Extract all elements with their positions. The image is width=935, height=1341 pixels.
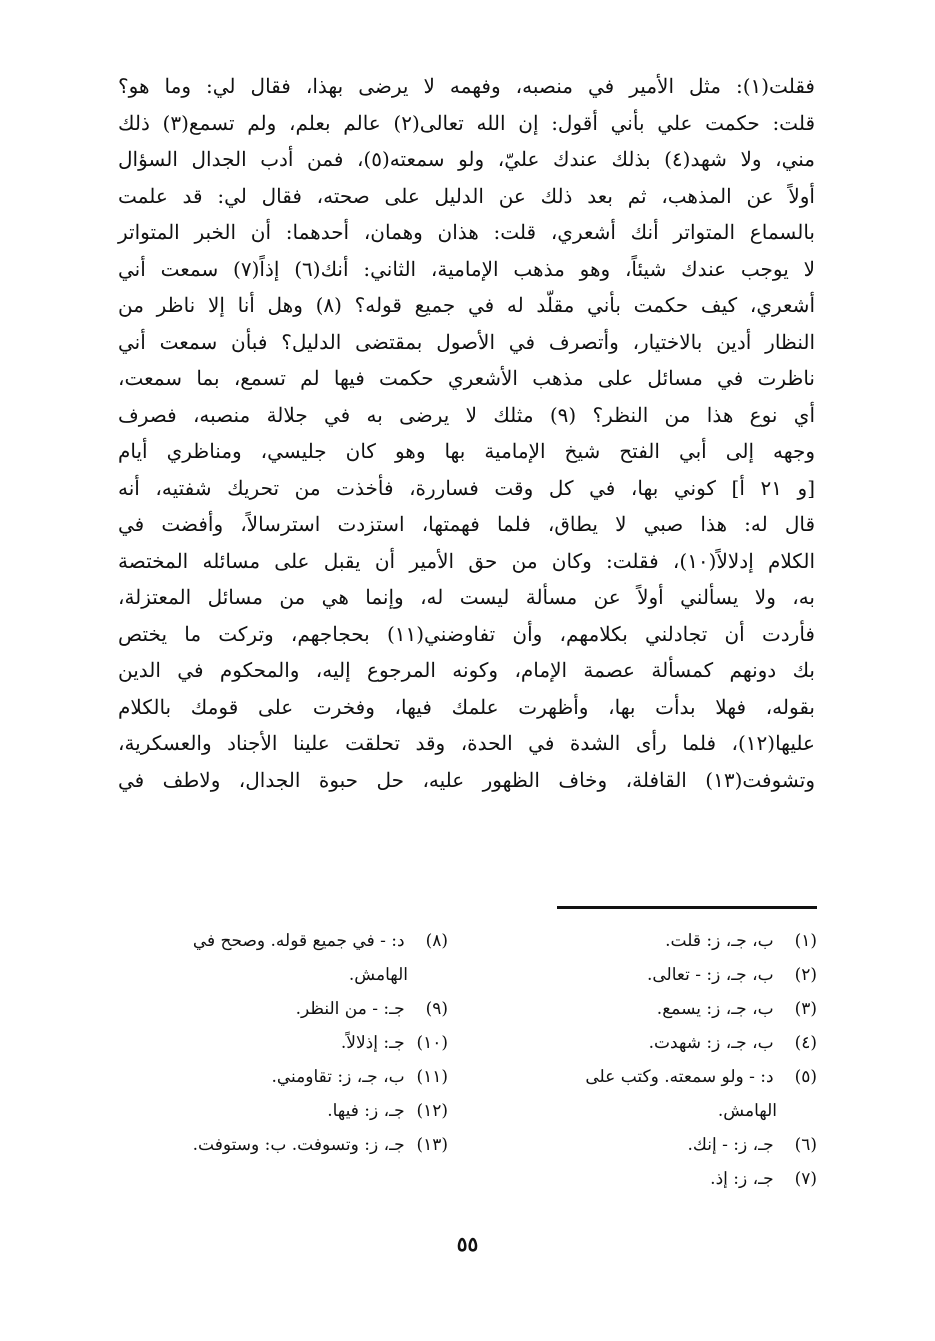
footnote-number: (٢) <box>794 965 817 985</box>
footnote-number: (٨) <box>425 931 448 951</box>
footnote-number: (٥) <box>794 1067 817 1087</box>
text-line: بك دونهم كمسألة عصمة الإمام، وكونه المرجوع إليه، والمحكوم في الدين <box>118 658 815 682</box>
footnote-number: (١٢) <box>416 1101 448 1121</box>
footnote <box>480 958 817 992</box>
footnote <box>118 924 448 958</box>
footnote-number: (١٣) <box>416 1135 448 1155</box>
footnote-text: ب، جـ، ز: تقاومني. <box>271 1067 405 1087</box>
footnote-text: ب، جـ، ز: شهدت. <box>648 1033 774 1053</box>
footnote-number: (٧) <box>794 1169 817 1189</box>
footnotes-right-column <box>480 924 817 1196</box>
footnote-text: د: - في جميع قوله. وصحح في <box>192 931 405 951</box>
footnote-text: جـ، ز: - إنك. <box>687 1135 774 1155</box>
text-line: قلت: حكمت علي بأني أقول: إن الله تعالى(٢) عالم بعلم، ولم تسمع(٣) ذلك <box>118 110 816 135</box>
footnote-number: (١) <box>794 931 817 951</box>
footnote-text: جـ: إذلالاً. <box>340 1033 405 1053</box>
text-line: وتشوفت(١٣) القافلة، وخاف الظهور عليه، حل حبوة الجدال، ولاطف في <box>118 767 815 792</box>
text-line: لا يوجب عندك شيئاً، وهو مذهب الإمامية، الثاني: أنك(٦) إذاً(٧) سمعت أني <box>118 256 816 281</box>
footnote <box>118 1026 448 1060</box>
main-text-block <box>118 68 815 798</box>
footnote <box>480 1026 817 1060</box>
footnote-text: ب، جـ، ز: قلت. <box>665 931 774 951</box>
footnote <box>118 1060 448 1094</box>
footnote-number: (١٠) <box>416 1033 448 1053</box>
page-number: ٥٥ <box>456 1232 479 1256</box>
footnote <box>118 992 448 1026</box>
text-line: الكلام إدلالاً(١٠)، فقلت: وكان من حق الأمير أن يقبل على مسائله المختصة <box>118 548 816 573</box>
footnote-continuation <box>118 958 448 992</box>
footnote-number: (٣) <box>794 999 817 1019</box>
text-line: أولاً عن المذهب، ثم بعد ذلك عن الدليل على صحته، فقال لي: قد علمت <box>118 183 815 208</box>
footnote <box>480 1060 817 1094</box>
footnote <box>480 1162 817 1196</box>
footnote <box>118 1128 448 1162</box>
footnote-separator <box>557 906 817 909</box>
footnote-text: ب، جـ، ز: يسمع. <box>656 999 774 1019</box>
text-line: أشعري، كيف حكمت بأني مقلّد له في جميع قوله؟ (٨) وهل أنا إلا ناظر من <box>118 293 815 317</box>
text-line: بقوله، فهلا بدأت بها، وأظهرت علمك فيها، وفخرت على قومك بالكلام <box>118 694 815 719</box>
footnote-number: (٤) <box>794 1033 817 1053</box>
text-line: قال له: هذا صبي لا يطاق، فلما فهمتها، استزدت استرسالاً، وأفضت في <box>118 512 815 536</box>
footnote-text: جـ، ز: فيها. <box>327 1101 405 1121</box>
text-line: فقلت(١): مثل الأمير في منصبه، وفهمه لا يرضى بهذا، فقال لي: وما هو؟ <box>118 74 815 98</box>
footnote-number: (٦) <box>794 1135 817 1155</box>
footnote-text: جـ، ز: إذ. <box>710 1169 774 1189</box>
footnote-number: (٩) <box>425 999 448 1019</box>
footnote-number: (١١) <box>416 1067 448 1087</box>
footnote <box>480 992 817 1026</box>
text-line: به، ولا يسألني أولاً عن مسألة ليست له، وإنما هي من مسائل المعتزلة، <box>118 585 815 609</box>
footnote <box>480 924 817 958</box>
text-line: أي نوع هذا من النظر؟ (٩) مثلك لا يرضى به في جلالة منصبه، فصرف <box>118 402 816 427</box>
text-line: فأردت أن تجادلني بكلامهم، وأن تفاوضني(١١) بحجاجهم، وتركت ما يختص <box>118 621 815 646</box>
footnote-text: د: - ولو سمعته. وكتب على <box>585 1067 774 1087</box>
text-line: [و ٢١ أ] كوني بها، في كل وقت فساررة، فأخذت من تحريك شفتيه، أنه <box>118 475 815 500</box>
footnote-text: ب، جـ، ز: - تعالى. <box>646 965 774 985</box>
text-line: النظار أدين بالاختيار، وأتصرف في الأصول بمقتضى الدليل؟ فبأن سمعت أني <box>118 329 816 354</box>
text-line: ناظرت في مسائل على مذهب الأشعري حكمت فيها لم تسمع، بما سمعت، <box>118 366 816 390</box>
text-line: مني، ولا شهد(٤) بذلك عندك عليّ، ولو سمعته(٥)، فمن أدب الجدال السؤال <box>118 147 815 171</box>
footnote-text: جـ: - من النظر. <box>295 999 405 1019</box>
footnotes-left-column <box>118 924 448 1162</box>
text-line: وجهه إلى أبي الفتح شيخ الإمامية بها وهو كان جليسي، ومناظري أيام <box>118 439 815 463</box>
footnote-continuation <box>480 1094 817 1128</box>
footnote-text: الهامش. <box>717 1101 777 1121</box>
footnote-text: الهامش. <box>348 965 408 985</box>
footnote-text: جـ، ز: وتسوفت. ب: وستوفت. <box>192 1135 405 1155</box>
footnote <box>480 1128 817 1162</box>
text-line: عليها(١٢)، فلما رأى الشدة في الحدة، وقد تحلقت علينا الأجناد والعسكرية، <box>118 731 815 755</box>
text-line: بالسماع المتواتر أنك أشعري، قلت: هذان وهمان، أحدهما: أن الخبر المتواتر <box>118 220 815 244</box>
footnote <box>118 1094 448 1128</box>
